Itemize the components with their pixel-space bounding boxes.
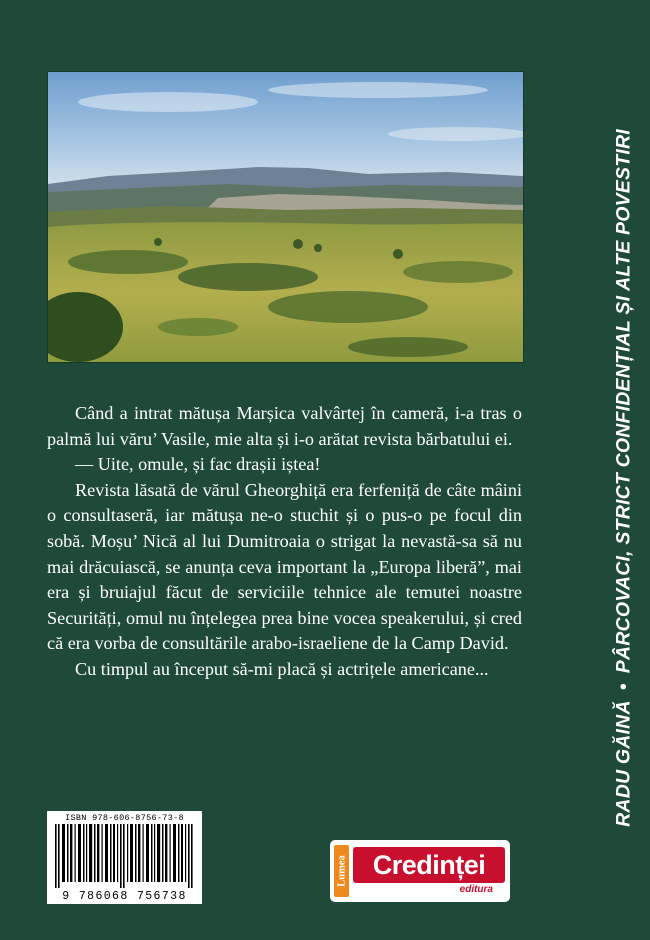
publisher-lumea-badge — [334, 845, 349, 897]
publisher-name: Credinței — [353, 847, 505, 883]
publisher-lumea-text: Lumea — [336, 855, 347, 887]
excerpt-paragraph: — Uite, omule, și fac drașii iștea! — [75, 454, 321, 475]
spine-separator: • — [612, 683, 635, 691]
landscape-photo — [47, 71, 524, 363]
spine-title-line — [613, 129, 636, 827]
book-spine — [598, 0, 650, 940]
landscape-illustration — [48, 72, 523, 362]
spine-title: PÂRCOVACI, STRICT CONFIDENȚIAL ȘI ALTE POVESTIRI — [612, 129, 635, 674]
excerpt-paragraph: Revista lăsată de vărul Gheorghiță era ferfeniță de câte mâini o consultaseră, iar mătușa ne-o stuchit și o pus-o pe focul din sobă. Moșu’ Nică al lui Dumitroaia o strigat la nevastă-sa să nu mai drăcuiască, se anunța ceva important la „Europa liberă”, mai era și bruiajul făcut de serviciile tehnice ale temutei noastre Securități, omul nu înțelegea prea bine vocea speakerului, și cred că era vorba de consultările arabo-israeliene de la Camp David. — [47, 479, 522, 654]
excerpt-paragraph: Cu timpul au început să-mi placă și actrițele americane... — [75, 658, 489, 679]
isbn-barcode — [47, 811, 202, 904]
excerpt-text — [47, 401, 522, 683]
excerpt-paragraph: Când a intrat mătușa Marșica valvârtej în cameră, i-a tras o palmă lui văru’ Vasile, mie alta și i-o arătat revista bărbatului ei. — [47, 403, 522, 449]
barcode-bars — [55, 824, 194, 888]
spine-author: RADU GĂINĂ — [612, 700, 635, 827]
isbn-label: ISBN 978-606-8756-73-8 — [65, 813, 184, 823]
publisher-logo — [330, 840, 510, 902]
publisher-subtitle: editura — [459, 884, 493, 895]
barcode-digits: 9 786068 756738 — [62, 890, 187, 903]
